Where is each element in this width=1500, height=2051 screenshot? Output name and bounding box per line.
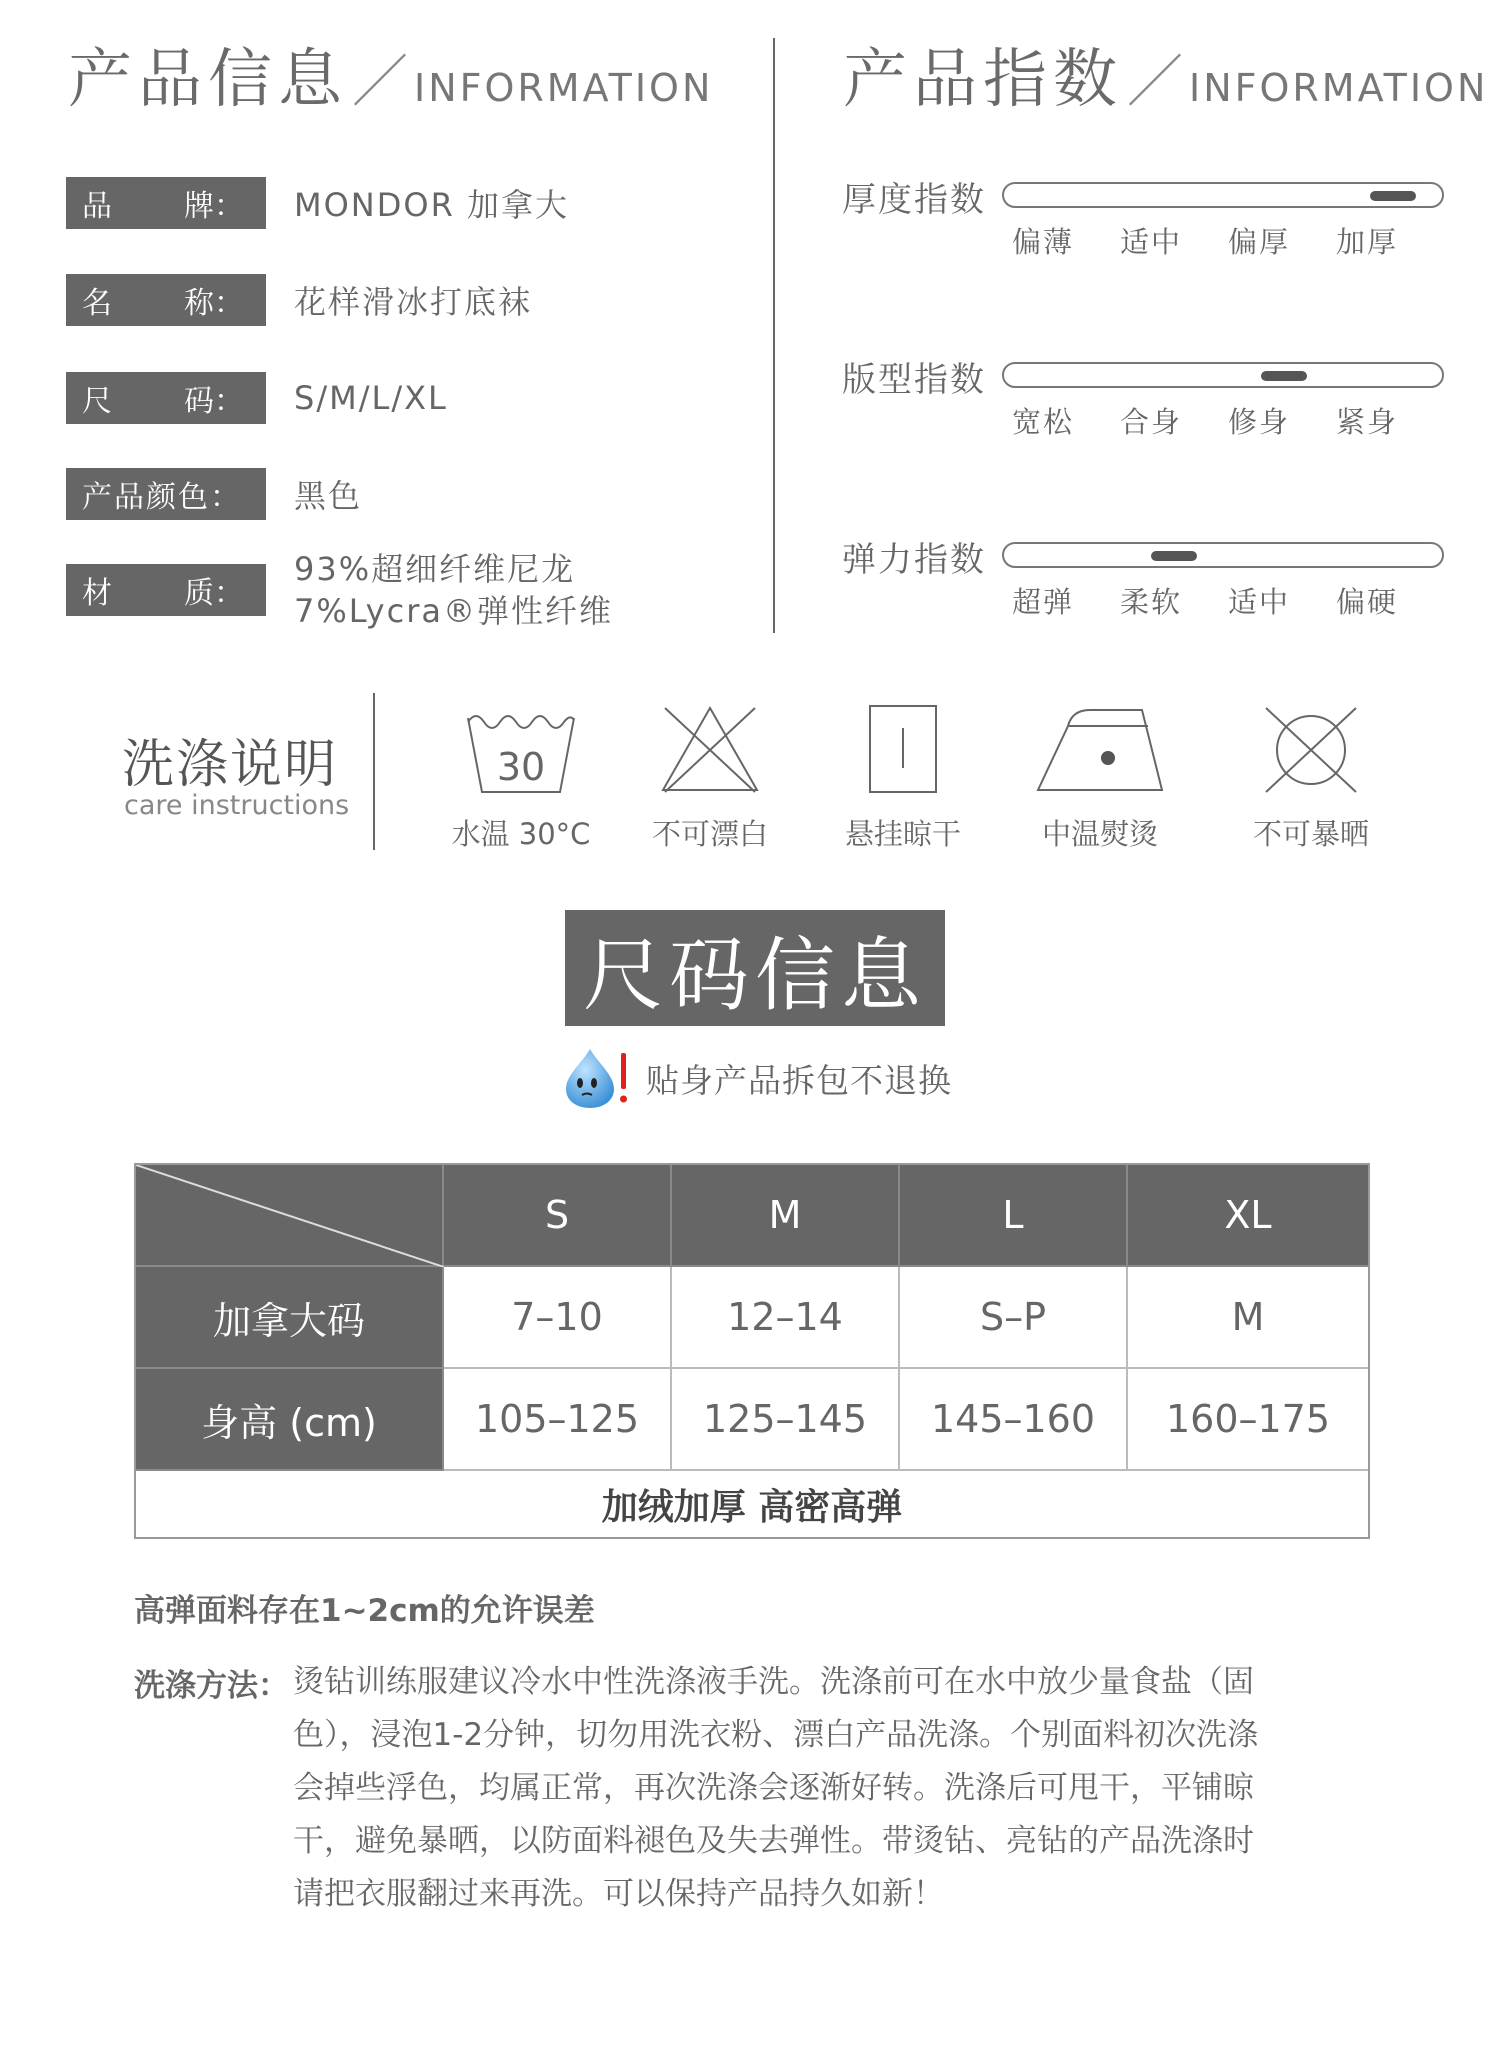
notice-text: 贴身产品拆包不退换 (646, 1060, 952, 1100)
info-label-name (66, 274, 266, 326)
product-index-title (843, 28, 1488, 120)
label-char: 品 (82, 189, 112, 224)
product-index-title-cn: 产品指数 (843, 43, 1123, 117)
iron-medium-icon (1030, 700, 1170, 800)
care-item-iron (1015, 700, 1185, 853)
index-options-elasticity (1012, 580, 1444, 621)
wash-line: 色），浸泡1-2分钟，切勿用洗衣粉、漂白产品洗涤。个别面料初次洗涤 (293, 1717, 1259, 1753)
table-row (136, 1267, 1368, 1369)
index-option: 偏薄 (1012, 225, 1075, 259)
info-row-color (66, 468, 362, 520)
care-label-iron: 中温熨烫 (1041, 817, 1158, 851)
title-slash: ／ (1127, 50, 1183, 115)
wash-temp-text: 30 (496, 745, 546, 789)
care-item-wash (436, 700, 606, 853)
info-label-brand (66, 177, 266, 229)
index-option: 偏厚 (1228, 225, 1291, 259)
table-cell: 145–160 (900, 1369, 1128, 1471)
title-slash: ／ (352, 50, 408, 115)
wash-line: 干，避免暴晒，以防面料褪色及失去弹性。带烫钻、亮钻的产品洗涤时 (293, 1823, 1254, 1859)
index-options-fit (1012, 400, 1444, 441)
index-option: 适中 (1120, 225, 1183, 259)
wash-line: 请把衣服翻过来再洗。可以保持产品持久如新！ (293, 1876, 944, 1912)
table-header-cell: S (444, 1165, 672, 1267)
index-label-thickness: 厚度指数 (842, 180, 986, 220)
table-header-cell: XL (1128, 1165, 1368, 1267)
hang-dry-icon (838, 700, 968, 800)
table-row-label: 身高 (cm) (136, 1369, 444, 1471)
no-return-notice (560, 1045, 952, 1111)
tolerance-note: 高弹面料存在1~2cm的允许误差 (134, 1593, 595, 1629)
table-cell: S–P (900, 1267, 1128, 1369)
index-options-thickness (1012, 220, 1444, 261)
wash-line: 烫钻训练服建议冷水中性洗涤液手洗。洗涤前可在水中放少量食盐（固 (293, 1664, 1254, 1700)
product-info-title-cn: 产品信息 (68, 43, 348, 117)
info-label-size (66, 372, 266, 424)
table-cell: 12–14 (672, 1267, 900, 1369)
table-header-cell: L (900, 1165, 1128, 1267)
wash-30-icon (456, 700, 586, 800)
index-track-elasticity (1002, 542, 1444, 568)
label-char: 称： (184, 286, 244, 321)
size-info-banner: 尺码信息 (565, 910, 945, 1026)
wash-method-label: 洗涤方法： (134, 1668, 289, 1704)
index-option: 合身 (1120, 405, 1183, 439)
corner-diagonal (136, 1165, 444, 1267)
info-value-size: S/M/L/XL (294, 379, 448, 417)
table-header-cell: M (672, 1165, 900, 1267)
wash-method-text (283, 1656, 1313, 1921)
label-char: 名 (82, 286, 112, 321)
index-label-elasticity: 弹力指数 (842, 540, 986, 580)
index-marker-thickness (1370, 191, 1416, 201)
label-char: 质： (184, 576, 244, 611)
table-cell: 7–10 (444, 1267, 672, 1369)
index-option: 柔软 (1120, 585, 1183, 619)
wash-line: 会掉些浮色，均属正常，再次洗涤会逐渐好转。洗涤后可甩干，平铺晾 (293, 1770, 1254, 1806)
no-tumble-dry-icon (1246, 700, 1376, 800)
care-label-dry: 不可暴晒 (1252, 817, 1369, 851)
info-value-color: 黑色 (294, 477, 363, 515)
info-row-size (66, 372, 448, 424)
label-char: 尺 (82, 384, 112, 419)
product-info-title (68, 28, 713, 120)
label-char: 码： (184, 384, 244, 419)
index-label-fit: 版型指数 (842, 360, 986, 400)
info-value-name: 花样滑冰打底袜 (294, 283, 533, 321)
table-row-label: 加拿大码 (136, 1267, 444, 1369)
index-option: 超弹 (1012, 585, 1075, 619)
care-divider (373, 693, 375, 850)
info-row-brand (66, 177, 569, 229)
size-table (134, 1163, 1370, 1539)
care-item-dry (1226, 700, 1396, 853)
info-label-color: 产品颜色： (66, 468, 266, 520)
product-info-title-en: INFORMATION (414, 66, 714, 110)
care-label-bleach: 不可漂白 (651, 817, 768, 851)
index-option: 适中 (1228, 585, 1291, 619)
water-drop-mascot-icon (560, 1045, 632, 1111)
label-char: 牌： (184, 189, 244, 224)
no-bleach-icon (645, 700, 775, 800)
table-cell: M (1128, 1267, 1368, 1369)
info-row-name (66, 274, 532, 326)
label-char: 材 (82, 576, 112, 611)
index-track-thickness (1002, 182, 1444, 208)
info-row-material (66, 550, 613, 630)
care-subtitle: care instructions (124, 790, 350, 821)
index-track-fit (1002, 362, 1444, 388)
index-option: 宽松 (1012, 405, 1075, 439)
index-marker-elasticity (1151, 551, 1197, 561)
index-option: 偏硬 (1336, 585, 1399, 619)
info-label-material (66, 564, 266, 616)
material-line-1: 93%超细纤维尼龙 (294, 550, 576, 588)
index-option: 加厚 (1336, 225, 1399, 259)
table-row (136, 1369, 1368, 1471)
material-line-2: 7%Lycra®弹性纤维 (294, 592, 613, 630)
index-option: 紧身 (1336, 405, 1399, 439)
index-option: 修身 (1228, 405, 1291, 439)
care-item-bleach (625, 700, 795, 853)
table-cell: 125–145 (672, 1369, 900, 1471)
care-label-hang: 悬挂晾干 (844, 817, 961, 851)
care-title: 洗涤说明 (122, 735, 339, 795)
info-value-material (294, 548, 613, 632)
product-index-title-en: INFORMATION (1189, 66, 1489, 110)
care-label-wash: 水温 30°C (451, 817, 591, 851)
table-cell: 160–175 (1128, 1369, 1368, 1471)
index-marker-fit (1261, 371, 1307, 381)
table-footer: 加绒加厚 高密高弹 (601, 1486, 903, 1528)
care-item-hang (818, 700, 988, 853)
header-divider (773, 38, 775, 633)
table-header-row (136, 1165, 1368, 1267)
info-value-brand: MONDOR 加拿大 (294, 186, 569, 224)
table-cell: 105–125 (444, 1369, 672, 1471)
table-corner-cell (136, 1165, 444, 1267)
